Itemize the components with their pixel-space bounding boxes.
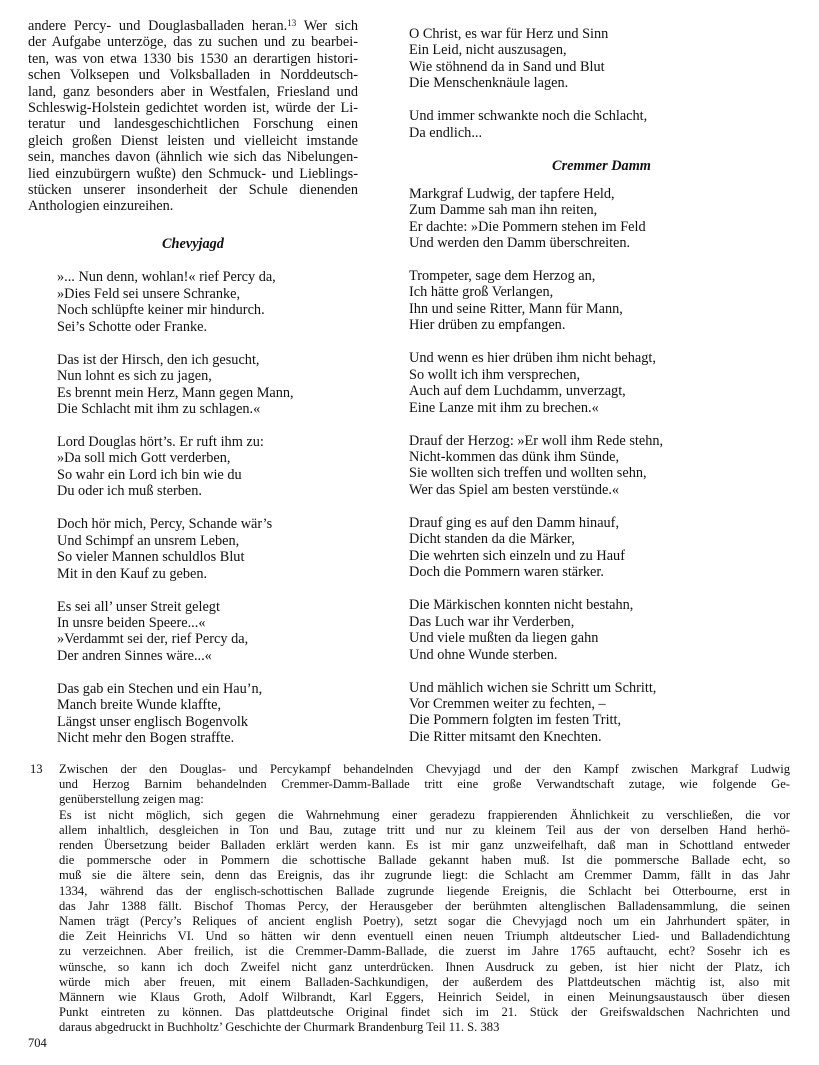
verse-line: Trompeter, sage dem Herzog an, bbox=[409, 267, 596, 284]
verse-line: Wie stöhnend da in Sand und Blut bbox=[409, 58, 605, 75]
verse-line: Zum Damme sah man ihn reiten, bbox=[409, 202, 598, 219]
footnote bbox=[30, 762, 790, 1036]
verse-line: In unsre beiden Speere...« bbox=[57, 614, 206, 631]
intro-line: schen Volksepen und Volksballaden in Norddeutsch- bbox=[28, 67, 358, 84]
verse-line: So wollt ich ihm versprechen, bbox=[409, 366, 581, 383]
verse-line: Sie wollten sich treffen und wollten sehn, bbox=[409, 465, 647, 482]
verse-line: Die Schlacht mit ihm zu schlagen.« bbox=[57, 400, 261, 417]
verse-line: Doch die Pommern waren stärker. bbox=[409, 564, 604, 581]
verse-line: So wahr ein Lord ich bin wie du bbox=[57, 466, 242, 483]
verse-line: »Dies Feld sei unsere Schranke, bbox=[57, 285, 241, 302]
right-column bbox=[409, 26, 794, 745]
intro-line: ten, was von etwa 1330 bis 1530 an derartigen histori- bbox=[28, 50, 358, 67]
verse-line: Dicht standen da die Märker, bbox=[409, 531, 575, 548]
verse-line: »... Nun denn, wohlan!« rief Percy da, bbox=[57, 269, 276, 286]
verse-line: Und mählich wichen sie Schritt um Schritt, bbox=[409, 679, 657, 696]
stanza bbox=[57, 434, 358, 500]
verse-line: Und viele mußten da liegen gahn bbox=[409, 630, 599, 647]
verse-line: Noch schlüpfte keiner mir hindurch. bbox=[57, 302, 265, 319]
stanza bbox=[409, 108, 794, 141]
verse-line: Drauf ging es auf den Damm hinauf, bbox=[409, 514, 620, 531]
stanza bbox=[57, 681, 358, 747]
verse-line: Und werden den Damm überschreiten. bbox=[409, 234, 631, 251]
verse-line: Markgraf Ludwig, der tapfere Held, bbox=[409, 185, 615, 202]
stanza bbox=[57, 269, 358, 335]
footnote-line: 1334, während das der englisch-schottischen Ballade zugrunde liegende Ereignis, die Schlacht bei Otterbourne, erst in bbox=[59, 883, 790, 898]
footnote-line: würde mich aber freuen, mit einem Balladen-Sachkundigen, der außerdem des Plattdeutschen mächtig ist, also mit bbox=[59, 974, 790, 989]
verse-line: Und ohne Wunde sterben. bbox=[409, 646, 558, 663]
intro-line: lied einzubürgern wußte) den Schmuck- und Lieblings- bbox=[28, 165, 358, 182]
verse-line: O Christ, es war für Herz und Sinn bbox=[409, 26, 609, 42]
verse-line: Nicht-kommen das dünk ihm Sünde, bbox=[409, 449, 620, 466]
verse-line: Und wenn es hier drüben ihm nicht behagt, bbox=[409, 350, 656, 367]
verse-line: Drauf der Herzog: »Er woll ihm Rede stehn, bbox=[409, 432, 664, 449]
chevyjagd-continuation bbox=[409, 26, 794, 141]
verse-line: Manch breite Wunde klaffte, bbox=[57, 697, 222, 714]
footnote-line: die pommersche oder in Pommern die schottische Ballade gekannt haben muß. Ist die pommersche Ballade echt, so bbox=[59, 853, 790, 868]
footnote-line: Es ist nicht möglich, sich gegen die Wahrnehmung einer geradezu frappierenden Ähnlichkeit zu verschließen, die vor bbox=[59, 807, 790, 822]
footnote-line: Zwischen der den Douglas- und Percykampf behandelnden Chevyjagd und der den Kampf zwischen Markgraf Ludwig bbox=[59, 762, 790, 776]
footnote-line: und Herzog Barnim behandelnden Cremmer-Damm-Ballade tritt eine große Verwandtschaft zutage, wie folgende Ge- bbox=[59, 777, 790, 792]
verse-line: »Da soll mich Gott verderben, bbox=[57, 450, 231, 467]
stanza bbox=[57, 516, 358, 582]
cremmer-damm-poem bbox=[409, 186, 794, 746]
verse-line: Das Luch war ihr Verderben, bbox=[409, 613, 575, 630]
stanza bbox=[57, 599, 358, 665]
verse-line: Doch hör mich, Percy, Schande wär’s bbox=[57, 516, 273, 533]
verse-line: Das ist der Hirsch, den ich gesucht, bbox=[57, 351, 260, 368]
verse-line: Lord Douglas hört’s. Er ruft ihm zu: bbox=[57, 433, 264, 450]
footnote-line: allem inhaltlich, desgleichen in Ton und Bau, zutage tritt und nur zu kleinem Teil aus der von derselben Hand herhö- bbox=[59, 822, 790, 837]
verse-line: Du oder ich muß sterben. bbox=[57, 483, 202, 500]
verse-line: Längst unser englisch Bogenvolk bbox=[57, 713, 248, 730]
footnote-line: Männern wie Klaus Groth, Adolf Wilbrandt, Karl Eggers, Heinrich Seidel, in einen Meinungsaustausch über diesen bbox=[59, 990, 790, 1005]
verse-line: Die Ritter mitsamt den Knechten. bbox=[409, 728, 602, 745]
intro-paragraph bbox=[28, 18, 358, 215]
footnote-line: daraus abgedruckt in Buchholtz’ Geschichte der Churmark Brandenburg Teil 11. S. 383 bbox=[59, 1020, 500, 1035]
intro-line: sein, manches davon (ähnlich wie sich das Nibelungen- bbox=[28, 149, 358, 166]
verse-line: Auch auf dem Luchdamm, unverzagt, bbox=[409, 383, 626, 400]
verse-line: Es sei all’ unser Streit gelegt bbox=[57, 598, 220, 615]
verse-line: Die Märkischen konnten nicht bestahn, bbox=[409, 597, 634, 614]
verse-line: Die Menschenknäule lagen. bbox=[409, 75, 569, 92]
intro-line: Anthologien einzureihen. bbox=[28, 198, 174, 215]
stanza bbox=[409, 350, 794, 416]
intro-line: land, ganz besonders aber in Westfalen, Friesland und bbox=[28, 83, 358, 100]
verse-line: Nicht mehr den Bogen straffte. bbox=[57, 730, 235, 747]
stanza bbox=[409, 597, 794, 663]
verse-line: Er dachte: »Die Pommern stehen im Feld bbox=[409, 218, 646, 235]
footnote-number: 13 bbox=[30, 762, 43, 776]
verse-line: Vor Cremmen weiter zu fechten, – bbox=[409, 695, 606, 712]
verse-line: Es brennt mein Herz, Mann gegen Mann, bbox=[57, 384, 294, 401]
intro-line: gleich großen Dienst leisten und vielleicht imstande bbox=[28, 132, 358, 149]
footnote-line: das Jahr 1388 fällt. Bischof Thomas Percy, der Herausgeber der berühmten altenglischen Balladensammlung, die seinen bbox=[59, 898, 790, 913]
footnote-line: renden Übersetzung beider Balladen erklärt werden kann. Es ist mir ganz unzweifelhaft, daß man in Schottland entweder bbox=[59, 838, 790, 853]
footnote-line: Punkt eintreten zu können. Das plattdeutsche Original findet sich im 21. Stück der Greifswaldschen Nachrichten und bbox=[59, 1005, 790, 1020]
footnote-line: Namen trägt (Percy’s Reliques of ancient english Poetry), setzt sogar die Chevyjagd noch um ein Jahrhundert später, in bbox=[59, 914, 790, 929]
chevyjagd-poem bbox=[57, 269, 358, 746]
verse-line: Sei’s Schotte oder Franke. bbox=[57, 318, 208, 335]
verse-line: Eine Lanze mit ihm zu brechen.« bbox=[409, 399, 599, 416]
stanza bbox=[409, 433, 794, 499]
verse-line: Ein Leid, nicht auszusagen, bbox=[409, 42, 567, 59]
verse-line: Nun lohnt es sich zu jagen, bbox=[57, 368, 212, 385]
verse-line: Da endlich... bbox=[409, 124, 483, 141]
verse-line: Das gab ein Stechen und ein Hau’n, bbox=[57, 680, 263, 697]
cremmer-damm-title: Cremmer Damm bbox=[552, 158, 651, 175]
footnote-ref: 13 bbox=[287, 18, 297, 28]
verse-line: Ich hätte groß Verlangen, bbox=[409, 284, 554, 301]
stanza bbox=[409, 26, 794, 92]
footnote-line: wünsche, so kann ich doch Zweifel nicht ganz unterdrücken. Ihnen Ausdruck zu geben, ist hier nicht der Platz, ich bbox=[59, 959, 790, 974]
verse-line: Wer das Spiel am besten verstünde.« bbox=[409, 481, 620, 498]
left-column bbox=[28, 18, 358, 747]
stanza bbox=[409, 680, 794, 746]
chevyjagd-title: Chevyjagd bbox=[162, 235, 224, 252]
footnote-line: die Zeit Heinrichs VI. Und so hätten wir denn eventuell einen neuen Triumph altdeutscher Lied- und Balladendichtung bbox=[59, 929, 790, 944]
intro-line: stücken unserer insonderheit der Schule dienenden bbox=[28, 182, 358, 199]
footnote-line: muß sie die ältere sein, denn das Ereignis, das ihr zugrunde liegt: die Schlacht am Cremmer Damm, fällt in das Jahr bbox=[59, 868, 790, 883]
verse-line: Die Pommern folgten im festen Tritt, bbox=[409, 712, 622, 729]
intro-line: der Aufgabe unterzöge, das zu suchen und zu bearbei- bbox=[28, 34, 358, 51]
stanza bbox=[409, 268, 794, 334]
verse-line: So vieler Mannen schuldlos Blut bbox=[57, 549, 245, 566]
verse-line: Und Schimpf an unsrem Leben, bbox=[57, 532, 240, 549]
footnote-line: genüberstellung zeigen mag: bbox=[59, 792, 204, 807]
verse-line: Mit in den Kauf zu geben. bbox=[57, 565, 208, 582]
intro-line: Schleswig-Holstein gedichtet worden ist, würde der Li- bbox=[28, 100, 358, 117]
verse-line: Der andren Sinnes wäre...« bbox=[57, 647, 212, 664]
verse-line: »Verdammt sei der, rief Percy da, bbox=[57, 631, 249, 648]
verse-line: Hier drüben zu empfangen. bbox=[409, 317, 566, 334]
footnote-line: zu verzeichnen. Aber freilich, ist die Cremmer-Damm-Ballade, die zuerst im Jahre 1765 auftaucht, echt? Sosehr ich es bbox=[59, 944, 790, 959]
verse-line: Und immer schwankte noch die Schlacht, bbox=[409, 108, 648, 125]
intro-line: teratur und landesgeschichtlichen Forschung einen bbox=[28, 116, 358, 133]
stanza bbox=[409, 186, 794, 252]
verse-line: Die wehrten sich einzeln und zu Hauf bbox=[409, 547, 625, 564]
stanza bbox=[409, 515, 794, 581]
verse-line: Ihn und seine Ritter, Mann für Mann, bbox=[409, 300, 623, 317]
intro-line: andere Percy- und Douglasballaden heran.$^{13}$ Wer sich bbox=[28, 18, 358, 34]
footnote-text bbox=[59, 762, 790, 1036]
stanza bbox=[57, 352, 358, 418]
page-number: 704 bbox=[28, 1036, 47, 1050]
